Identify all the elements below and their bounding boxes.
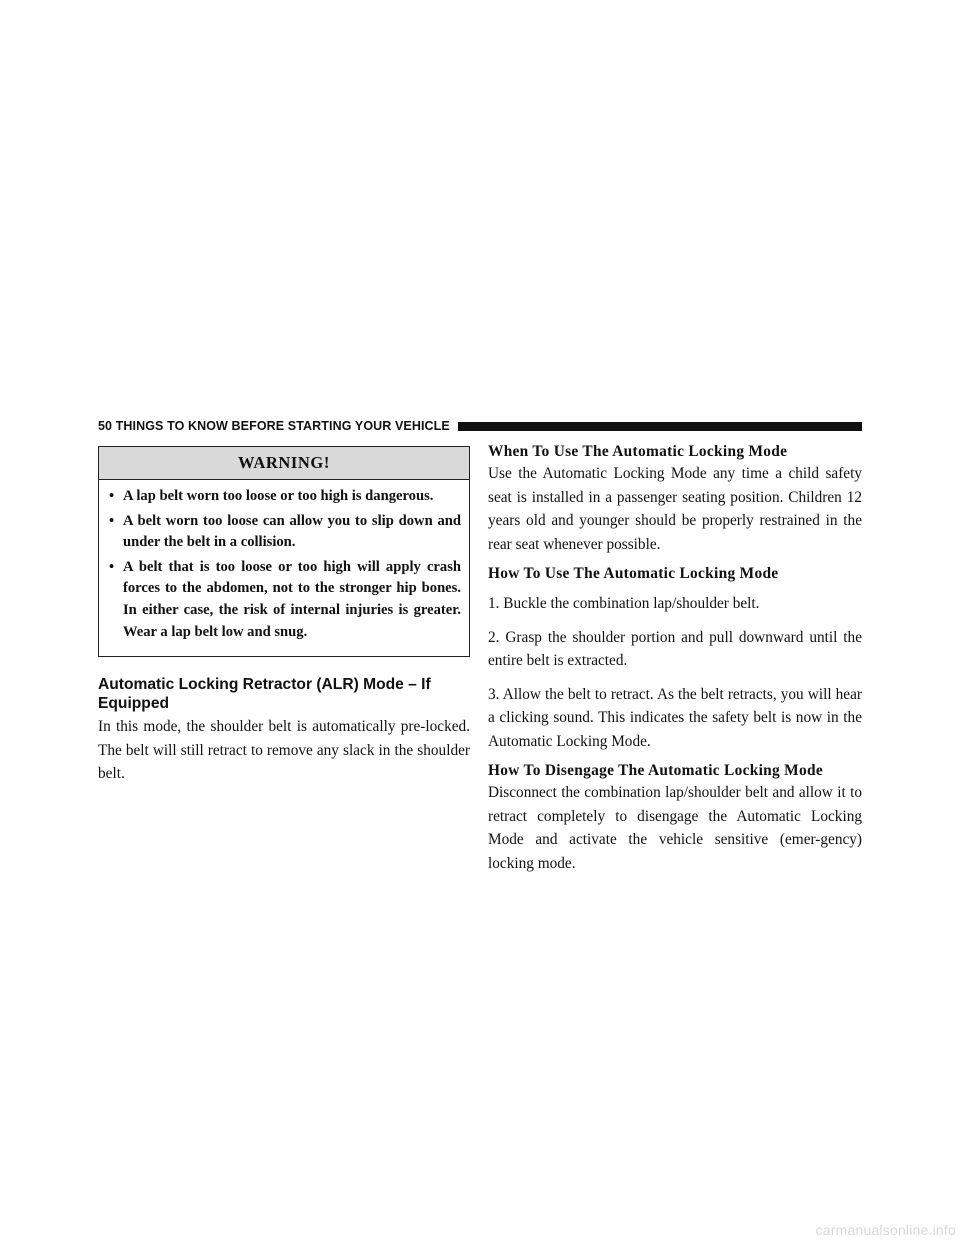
when-to-use-body: Use the Automatic Locking Mode any time a child safety seat is installed in a passenger seating position. Children 12 years old and younger should be properly restrained in the rear seat whenever possible. (488, 465, 862, 553)
page-header (98, 418, 862, 434)
alr-body: In this mode, the shoulder belt is automatically pre-locked. The belt will still retract to remove any slack in the shoulder belt. (98, 718, 470, 783)
warning-title: WARNING! (99, 447, 469, 480)
left-column (98, 446, 470, 786)
header-rule (458, 422, 862, 431)
step-item: 1. Buckle the combination lap/shoulder belt. (488, 595, 760, 612)
warning-item: • A lap belt worn too loose or too high is dangerous. (107, 486, 461, 508)
warning-box (98, 446, 470, 657)
right-column (488, 443, 862, 875)
warning-item: • A belt worn too loose can allow you to slip down and under the belt in a collision. (107, 511, 461, 554)
how-to-use-heading: How To Use The Automatic Locking Mode (488, 565, 779, 582)
when-to-use-heading: When To Use The Automatic Locking Mode (488, 443, 788, 460)
warning-item: • A belt that is too loose or too high will apply crash forces to the abdomen, not to the stronger hip bones. In either case, the risk of internal injuries is greater. Wear a lap belt low and snug. (107, 557, 461, 643)
step-item: 2. Grasp the shoulder portion and pull downward until the entire belt is extracted. (488, 628, 862, 669)
watermark: carmanualsonline.info (815, 1222, 956, 1238)
warning-list (99, 480, 469, 656)
how-to-disengage-heading: How To Disengage The Automatic Locking Mode (488, 762, 823, 779)
page-header-text: 50 THINGS TO KNOW BEFORE STARTING YOUR VEHICLE (98, 419, 450, 433)
step-item: 3. Allow the belt to retract. As the belt retracts, you will hear a clicking sound. This indicates the safety belt is now in the Automatic Locking Mode. (488, 685, 862, 750)
alr-heading: Automatic Locking Retractor (ALR) Mode – If Equipped (98, 676, 431, 713)
how-to-disengage-body: Disconnect the combination lap/shoulder belt and allow it to retract completely to disengage the Automatic Locking Mode and activate the vehicle sensitive (emer-gency) locking mode. (488, 784, 862, 872)
